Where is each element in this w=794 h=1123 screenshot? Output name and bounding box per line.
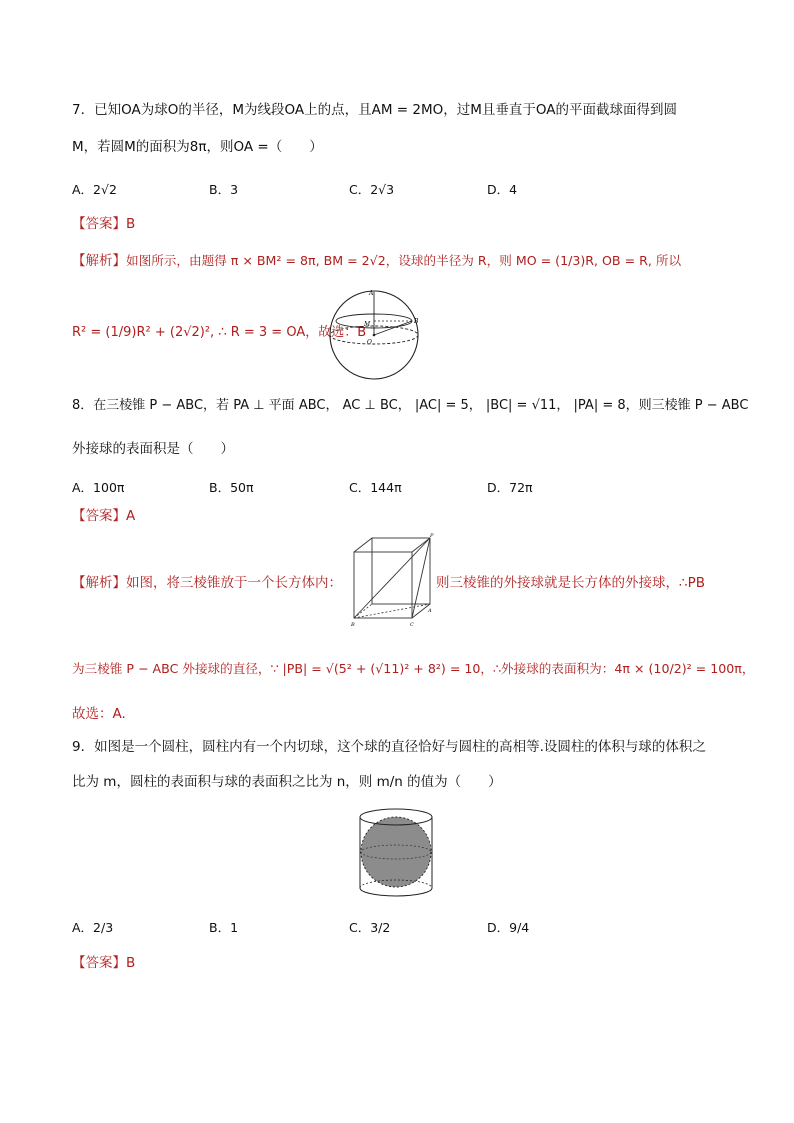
q8-analysis-line3: 故选：A. bbox=[72, 706, 126, 722]
analysis-tag: 【解析】 bbox=[72, 575, 126, 591]
q8-stem-line2: 外接球的表面积是（ ） bbox=[72, 441, 234, 457]
q7-stem-line1: 7．已知OA为球O的半径，M为线段OA上的点，且AM = 2MO，过M且垂直于OA的平面截球面得到圆 bbox=[72, 102, 678, 118]
label-b: B bbox=[351, 622, 355, 628]
q8-option-d: D．72π bbox=[487, 480, 533, 495]
q7-option-d: D．4 bbox=[487, 182, 518, 197]
label-a: A bbox=[428, 608, 432, 614]
analysis-tag: 【解析】 bbox=[72, 253, 126, 269]
label-b: B bbox=[414, 318, 419, 325]
q7-analysis-line2: R² = (1/9)R² + (2√2)², ∴ R = 3 = OA，故选：B bbox=[72, 325, 367, 340]
q9-option-d: D．9/4 bbox=[487, 920, 530, 935]
q9-option-a: A．2/3 bbox=[72, 920, 114, 935]
q7-stem-line2: M，若圆M的面积为8π，则OA =（ ） bbox=[72, 139, 323, 155]
q9-stem-line1: 9．如图是一个圆柱，圆柱内有一个内切球，这个球的直径恰好与圆柱的高相等.设圆柱的体积与球的体积之 bbox=[72, 739, 706, 755]
q7-analysis-line1 bbox=[72, 251, 681, 271]
answer-value: A bbox=[126, 508, 136, 524]
answer-tag: 【答案】 bbox=[72, 216, 126, 232]
answer-value: B bbox=[126, 216, 136, 232]
q8-option-b: B．50π bbox=[209, 480, 254, 495]
label-a: A bbox=[369, 290, 374, 297]
q7-option-c: C．2√3 bbox=[349, 182, 395, 197]
answer-tag: 【答案】 bbox=[72, 955, 126, 971]
label-o: O bbox=[367, 339, 372, 346]
label-p: P bbox=[430, 533, 434, 539]
q8-option-a: A．100π bbox=[72, 480, 125, 495]
q9-cylinder-figure bbox=[356, 804, 438, 900]
q8-analysis-post: 则三棱锥的外接球就是长方体的外接球，∴PB bbox=[436, 575, 705, 591]
q9-option-c: C．3/2 bbox=[349, 920, 391, 935]
q7-option-b: B．3 bbox=[209, 182, 239, 197]
q7-option-a: A．2√2 bbox=[72, 182, 117, 197]
q8-analysis-line2: 为三棱锥 P − ABC 外接球的直径，∵ |PB| = √(5² + (√11)² + 8²) = 10，∴外接球的表面积为：4π × (10/2)² = 100π， bbox=[72, 661, 755, 676]
q7-sphere-figure bbox=[328, 286, 424, 382]
analysis-text: 如图，将三棱锥放于一个长方体内： bbox=[126, 575, 342, 591]
label-m: M bbox=[364, 321, 371, 328]
q8-stem-line1: 8．在三棱锥 P − ABC，若 PA ⊥ 平面 ABC， AC ⊥ BC， |AC| = 5， |BC| = √11， |PA| = 8，则三棱锥 P − ABC bbox=[72, 398, 749, 413]
q9-option-b: B．1 bbox=[209, 920, 239, 935]
q8-option-c: C．144π bbox=[349, 480, 402, 495]
q8-analysis-pre bbox=[72, 573, 342, 593]
q7-answer bbox=[72, 214, 135, 234]
q8-cuboid-figure bbox=[346, 532, 436, 630]
answer-tag: 【答案】 bbox=[72, 508, 126, 524]
label-c: C bbox=[410, 622, 414, 628]
q9-stem-line2: 比为 m，圆柱的表面积与球的表面积之比为 n，则 m/n 的值为（ ） bbox=[72, 774, 502, 790]
q8-answer bbox=[72, 506, 135, 526]
analysis-text: 如图所示，由题得 π × BM² = 8π, BM = 2√2，设球的半径为 R，则 MO = (1/3)R, OB = R, 所以 bbox=[126, 253, 682, 268]
q9-answer bbox=[72, 953, 135, 973]
answer-value: B bbox=[126, 955, 136, 971]
